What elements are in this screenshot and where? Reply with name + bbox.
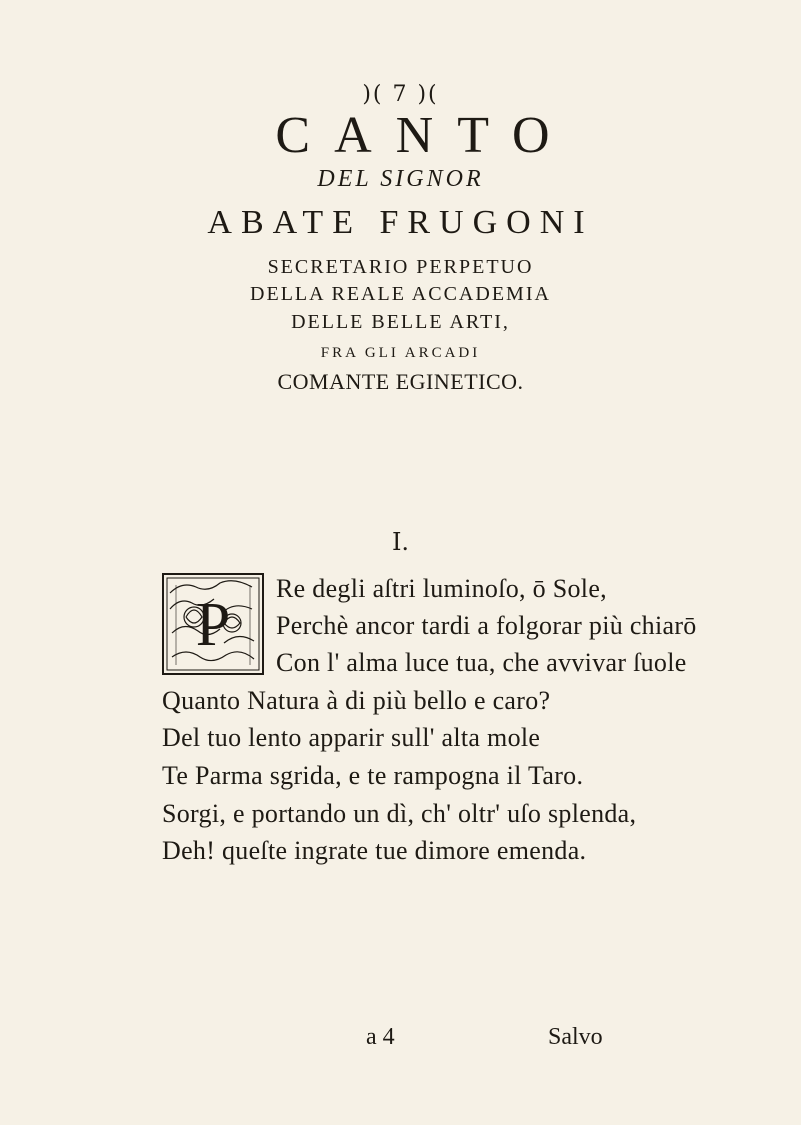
verse-line-5: Del tuo lento apparir sull' alta mole [162, 723, 541, 752]
author-role-line-3: DELLE BELLE ARTI, [291, 311, 510, 333]
signature-mark: a 4 [366, 1024, 395, 1050]
verse-line-2: Perchè ancor tardi a folgorar più chiarō [276, 611, 697, 640]
arcadi-line: FRA GLI ARCADI [320, 345, 481, 361]
verse-line-6: Te Parma sgrida, e te rampogna il Taro. [162, 761, 584, 790]
ornament-icon [162, 573, 264, 675]
page-number: )( 7 )( [362, 82, 439, 107]
verse-line-1: Re degli aſtri luminoſo, ō Sole, [276, 574, 607, 603]
verse-line-7: Sorgi, e portando un dì, ch' oltr' uſo splenda, [162, 799, 637, 828]
verse-line-3: Con l' alma luce tua, che avvivar ſuole [276, 648, 687, 677]
arcadi-name: COMANTE EGINETICO. [277, 369, 524, 394]
stanza-number: I. [391, 528, 410, 556]
decorated-initial [162, 573, 264, 675]
page-title: CANTO [275, 107, 574, 164]
initial-letter: P [195, 591, 231, 659]
author-name: ABATE FRUGONI [207, 204, 594, 241]
byline: DEL SIGNOR [317, 166, 484, 192]
verse-line-4: Quanto Natura à di più bello e caro? [162, 686, 551, 715]
author-role-line-2: DELLA REALE ACCADEMIA [250, 283, 551, 305]
author-role-line-1: SECRETARIO PERPETUO [267, 256, 534, 278]
catchword: Salvo [548, 1024, 603, 1050]
verse-line-8: Deh! queſte ingrate tue dimore emenda. [162, 836, 587, 865]
